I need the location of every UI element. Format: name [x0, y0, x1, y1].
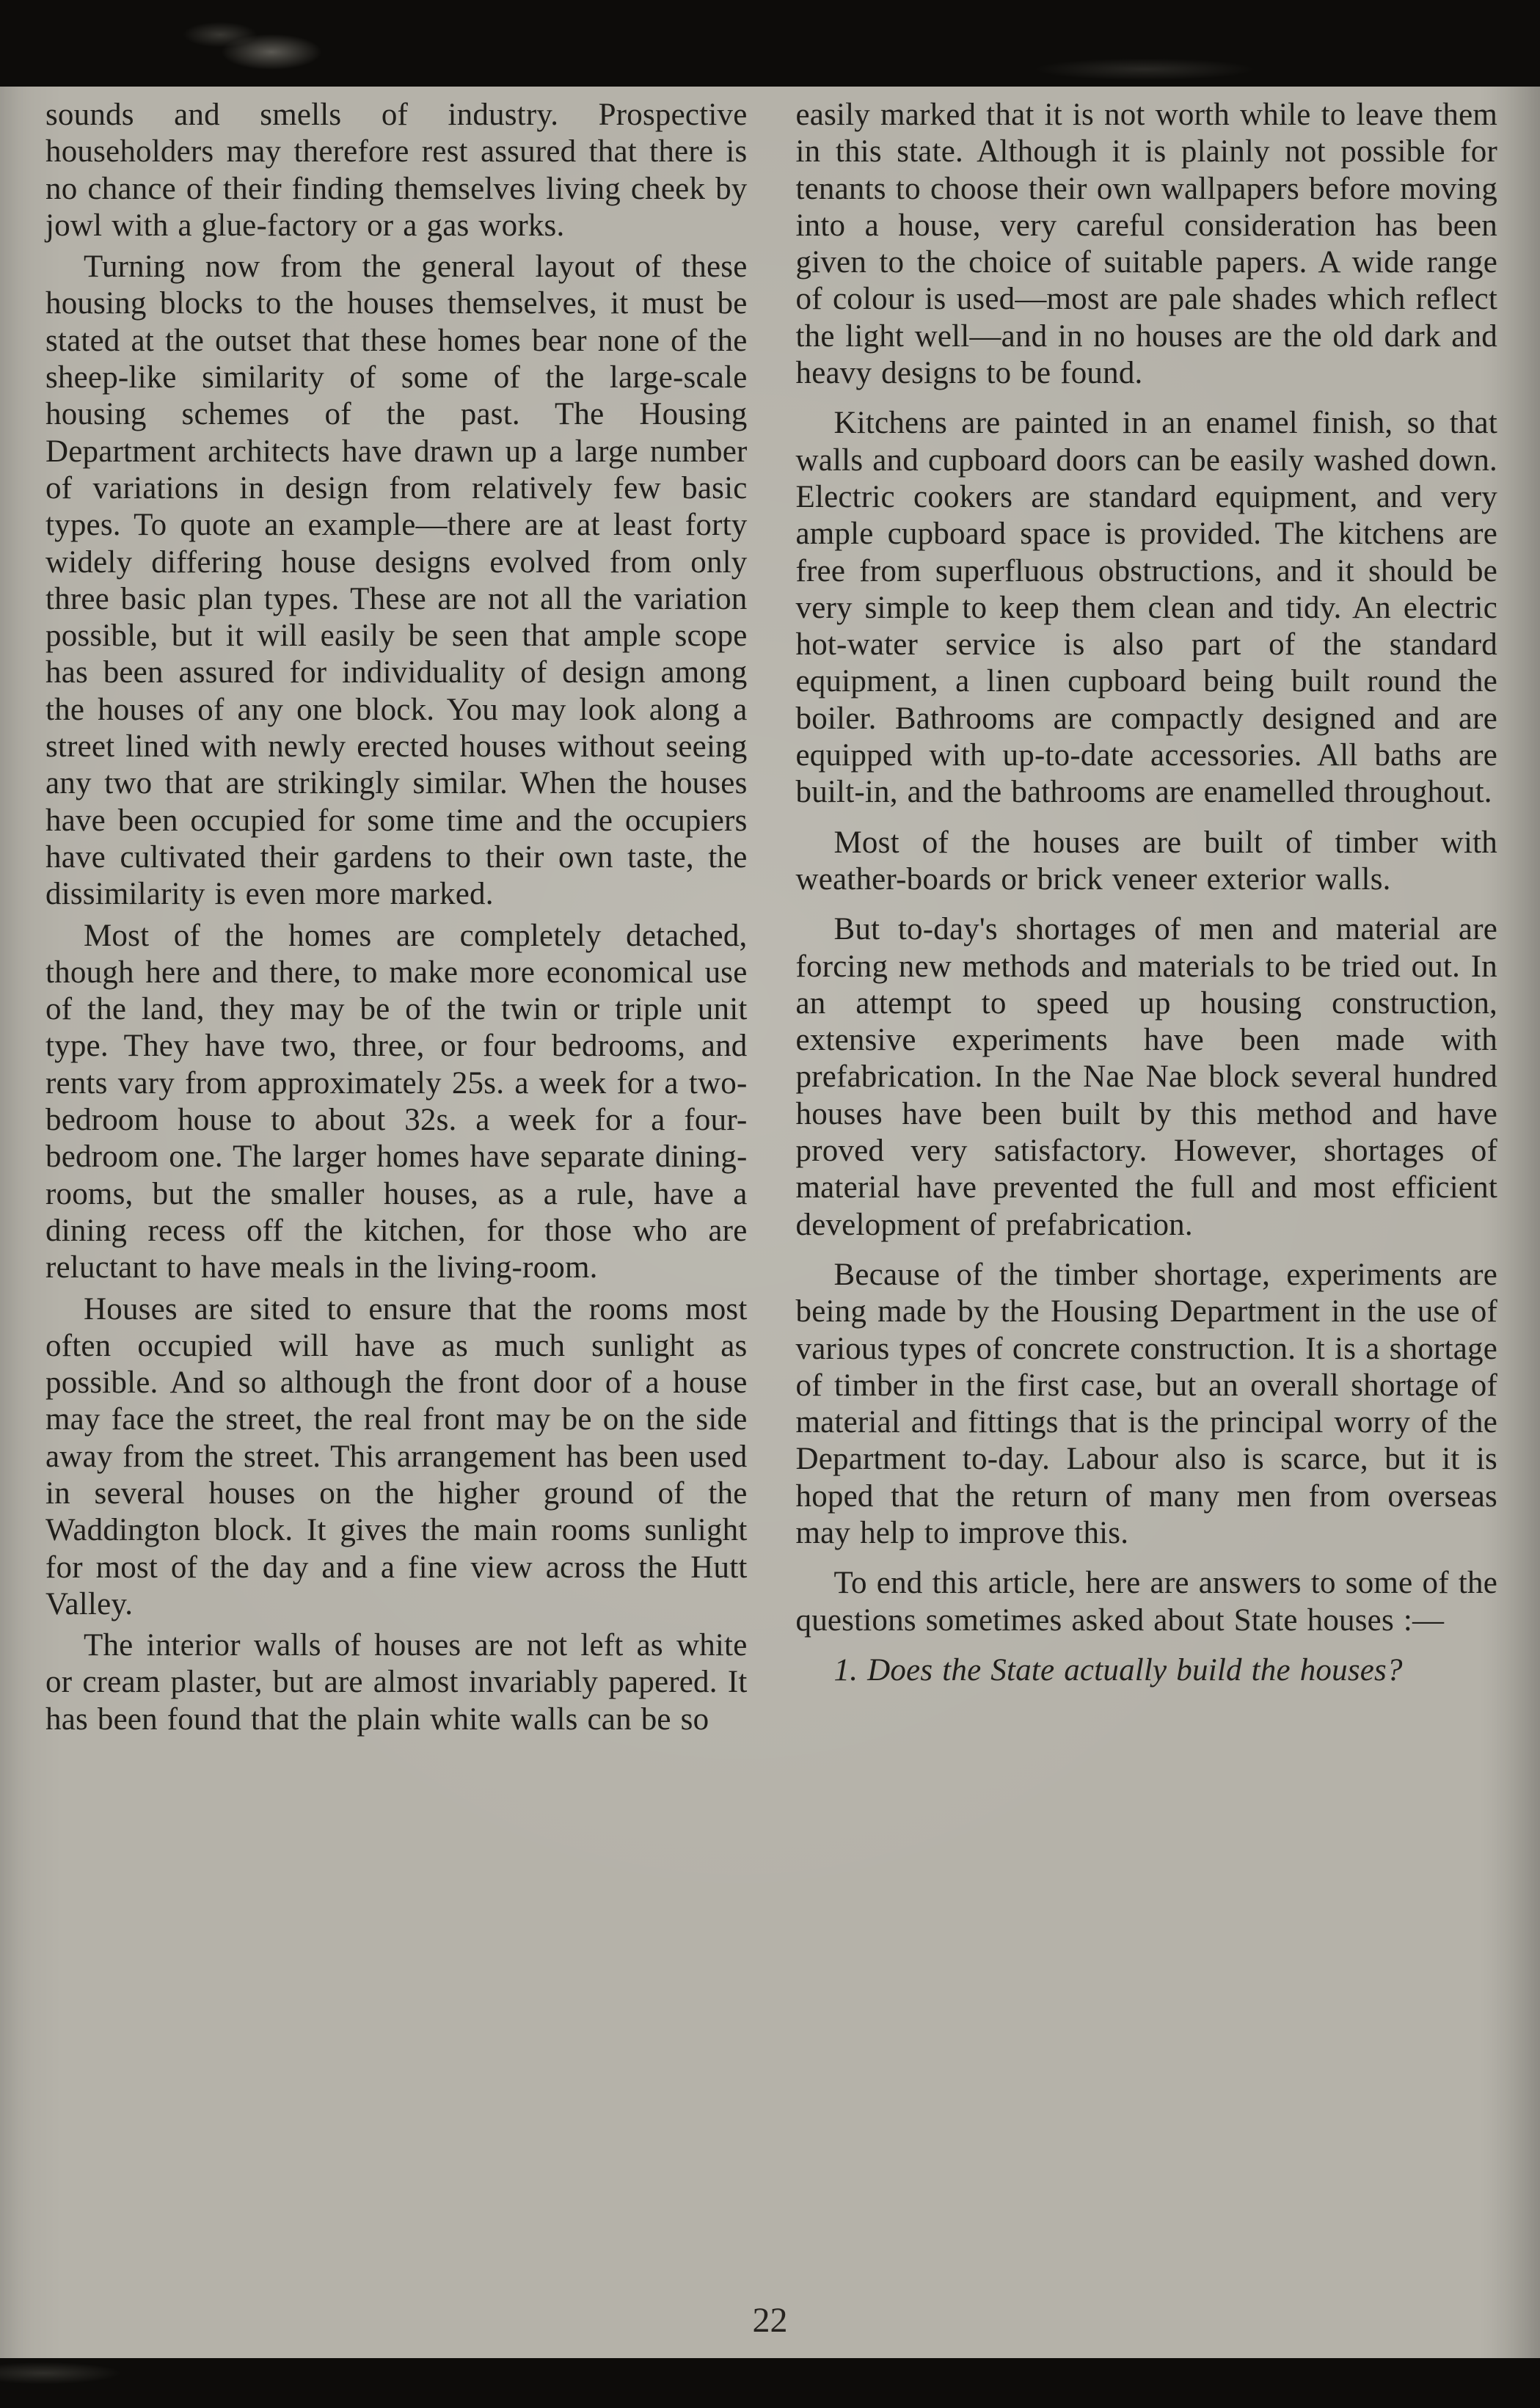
page-content [0, 87, 1540, 2358]
scan-edge-top [0, 0, 1540, 87]
paragraph: Houses are sited to ensure that the rooms most often occupied will have as much sunlight as possible. And so although the front door of a house may face the street, the real front may be on the side away from the street. This arrangement has been used in several houses on the higher ground of the Waddington block. It gives the main rooms sunlight for most of the day and a fine view across the Hutt Valley. [45, 1291, 748, 1621]
question-item: 1. Does the State actually build the houses? [833, 1652, 1403, 1688]
paragraph: The interior walls of houses are not left as white or cream plaster, but are almost invariably papered. It has been found that the plain white walls can be so [45, 1628, 748, 1737]
left-column [45, 97, 748, 2358]
paragraph: Because of the timber shortage, experiments are being made by the Housing Department in the use of various types of concrete construction. It is a shortage of timber in the first case, but an overall shortage of material and fittings that is the principal worry of the Department to-day. Labour also is scarce, but it is hoped that the return of many men from overseas may help to improve this. [795, 1257, 1497, 1550]
paragraph: To end this article, here are answers to some of the questions sometimes asked about State houses :— [795, 1566, 1497, 1638]
right-column [796, 97, 1498, 2358]
paragraph: sounds and smells of industry. Prospective householders may therefore rest assured that there is no chance of their finding themselves living cheek by jowl with a glue-factory or a gas works. [45, 98, 748, 243]
paragraph: Turning now from the general layout of these housing blocks to the houses themselves, it must be stated at the outset that these homes bear none of the sheep-like similarity of some of the large-scale housing schemes of the past. The Housing Department architects have drawn up a large number of variations in design from relatively few basic types. To quote an example—there are at least forty widely differing house designs evolved from only three basic plan types. These are not all the variation possible, but it will easily be seen that ample scope has been assured for individuality of design among the houses of any one block. You may look along a street lined with newly erected houses without seeing any two that are strikingly similar. When the houses have been occupied for some time and the occupiers have cultivated their gardens to their own taste, the dissimilarity is even more marked. [45, 249, 748, 912]
paragraph: Most of the houses are built of timber with weather-boards or brick veneer exterior walls. [795, 825, 1497, 897]
paragraph: But to-day's shortages of men and material are forcing new methods and materials to be tried out. In an attempt to speed up housing construction, extensive experiments have been made with prefabrication. In the Nae Nae block several hundred houses have been built by this method and have proved very satisfactory. However, shortages of material have prevented the full and most efficient development of prefabrication. [795, 912, 1497, 1242]
paragraph: Kitchens are painted in an enamel finish, so that walls and cupboard doors can be easily washed down. Electric cookers are standard equipment, and very ample cupboard space is provided. The kitchens are free from superfluous obstructions, and it should be very simple to keep them clean and tidy. An electric hot-water service is also part of the standard equipment, a linen cupboard being built round the boiler. Bathrooms are compactly designed and are equipped with up-to-date accessories. All baths are built-in, and the bathrooms are enamelled throughout. [795, 406, 1497, 810]
page-number: 22 [752, 2301, 788, 2340]
scan-edge-bottom [0, 2358, 1540, 2408]
paragraph: easily marked that it is not worth while to leave them in this state. Although it is plainly not possible for tenants to choose their own wallpapers before moving into a house, very careful consideration has been given to the choice of suitable papers. A wide range of colour is used—most are pale shades which reflect the light well—and in no houses are the old dark and heavy designs to be found. [795, 98, 1497, 391]
paragraph: Most of the homes are completely detached, though here and there, to make more economical use of the land, they may be of the twin or triple unit type. They have two, three, or four bedrooms, and rents vary from approximately 25s. a week for a two-bedroom house to about 32s. a week for a four-bedroom one. The larger homes have separate dining-rooms, but the smaller houses, as a rule, have a dining recess off the kitchen, for those who are reluctant to have meals in the living-room. [45, 918, 748, 1285]
